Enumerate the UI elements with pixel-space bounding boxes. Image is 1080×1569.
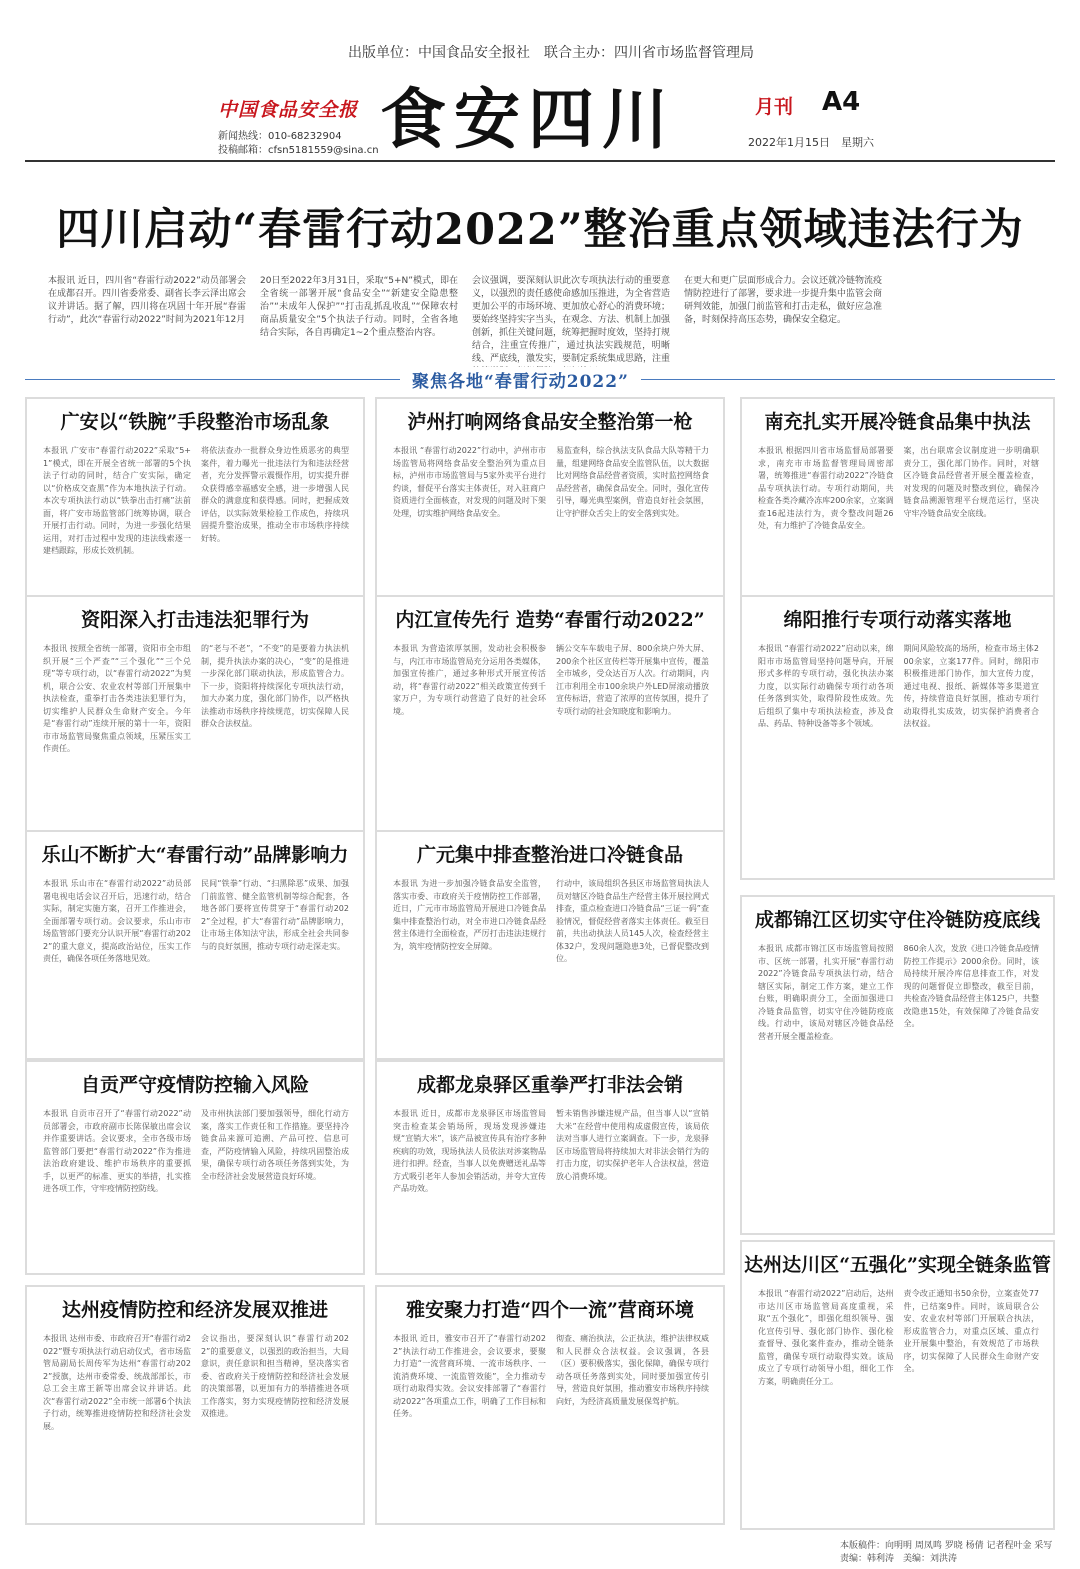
article-body (43, 643, 349, 823)
article-box (740, 895, 1055, 1235)
article-body (43, 445, 349, 590)
article-column: 860余人次，发放《进口冷链食品疫情防控工作提示》2000余份。同时，该局持续开展冷库信息排查工作，对发现的问题督促立即整改，截至目前，共检查冷链食品经营主体125户，共整改隐患15处，有效保障了冷链食品安全。 (903, 944, 1039, 1028)
header-divider (25, 160, 1055, 162)
lead-column: 20日至2022年3月31日，采取“5+N”模式，即在全省统一部署开展“食品安全”“新建安全隐患整治”“未成年人保护”“打击乱抓乱收乱”“保障农村商品质量安全”5个执法子行动。同时，全省各地结合实际，各自再确定1~2个重点整治内容。 (260, 276, 458, 338)
article-column: 本报讯 自贡市召开了“春雷行动2022”动员部署会，市政府副市长陈保敏出席会议并作重要讲话。会议要求，全市各级市场监管部门要把“春雷行动2022”作为推进法治政府建设、维护市场秩序的重要抓手，以更严的标准、更实的举措，扎实推进各项工作，守牢疫情防控防线。 (43, 1109, 191, 1193)
article-box (375, 1060, 725, 1275)
article-body (393, 1108, 709, 1263)
article-column: 本报讯 “春雷行动2022”行动中，泸州市市场监管局将网络食品安全整治列为重点目标，泸州市市场监管局与5家外卖平台进行约谈，督促平台落实主体责任，对入驻商户资质进行全面核查，对发现的问题及时下架处理，切实维护网络食品安全。 (393, 446, 546, 518)
contact-info (218, 130, 379, 158)
article-body (758, 445, 1039, 590)
hotline-text: 新闻热线：010-68232904 (218, 131, 342, 142)
article-body (393, 1333, 709, 1513)
article-body (758, 1288, 1039, 1518)
article-column: 本报讯 达州市委、市政府召开“春雷行动2022”暨专项执法行动启动仪式，省市场监管局副局长周传军为达州“春雷行动2022”授旗，达州市委常委、统战部部长，市总工会主席王新等出席会议并讲话。此次“春雷行动2022”全市统一部署6个执法子行动，统筹推进疫情防控和经济社会发展。 (43, 1334, 191, 1431)
article-column: 将依法查办一批群众身边性质恶劣的典型案件，着力曝光一批违法行为和违法经营者，充分发挥警示震慑作用，切实提升群众获得感幸福感安全感，进一步增强人民群众的满意度和获得感。同时，把握成效评估，以实际效果检验工作成色，持续巩固提升整治成果，推动全市市场秩序持续好转。 (201, 446, 349, 543)
article-title: 内江宣传先行 造势“春雷行动2022” (395, 609, 705, 631)
article-body (43, 878, 349, 1048)
article-box (375, 1285, 725, 1525)
article-column: 暂未销售涉嫌违规产品，但当事人以“宣销大米”在经营中使用构成虚假宣传，该局依法对当事人进行立案调查。下一步，龙泉驿区市场监管局将持续加大对非法会销行为的打击力度，切实保护老年人合法权益，营造放心消费环境。 (556, 1109, 709, 1181)
article-body (43, 1108, 349, 1263)
article-column: 本报讯 成都市锦江区市场监管局按照市、区统一部署，扎实开展“春雷行动2022”冷链食品专项执法行动，结合辖区实际，制定工作方案，建立工作台账，明确职责分工，全面加强进口冷链食品监管，切实守住冷链防疫底线。行动中，该局对辖区冷链食品经营者开展全覆盖检查。 (758, 944, 894, 1041)
article-title: 达州达川区“五强化”实现全链条监管 (744, 1254, 1051, 1276)
article-column: 彻查、痛治执法，公正执法，维护法律权威和人民群众合法权益。会议强调，各县（区）要积极落实，强化保障，确保专项行动各项任务落到实处，同时要加强宣传引导，营造良好氛围，推动雅安市场秩序持续向好，为经济高质量发展保驾护航。 (556, 1334, 709, 1406)
article-column: 责令改正通知书50余份，立案查处77件，已结案9件。同时，该局联合公安、农业农村等部门开展联合执法，形成监管合力，对重点区域、重点行业开展集中整治，有效规范了市场秩序，切实保障了人民群众生命财产安全。 (903, 1289, 1039, 1373)
article-column: 本报讯 “春雷行动2022”启动后，达州市达川区市场监管局高度重视，采取“五个强化”，即强化组织领导、强化宣传引导、强化部门协作、强化检查督导、强化案件查办，推动全链条监管，确保专项行动取得实效。该局成立了专项行动领导小组，细化工作方案，明确责任分工。 (758, 1289, 894, 1386)
article-column: 本报讯 根据四川省市场监督局部署要求，南充市市场监督管理局周密部署，统筹推进“春雷行动2022”冷链食品专项执法行动。专项行动期间，共检查各类冷藏冷冻库200余家，立案调查16起违法行为，责令整改问题26处，有力维护了冷链食品安全。 (758, 446, 894, 530)
article-body (758, 943, 1039, 1223)
article-column: 本报讯 近日，成都市龙泉驿区市场监管局突击检查某会销场所，现场发现涉嫌违规“宣销大米”，该产品被宣传具有治疗多种疾病的功效，现场执法人员依法对涉案物品进行扣押。经查，当事人以免费赠送礼品等方式吸引老年人参加会销活动，并夸大宣传产品功效。 (393, 1109, 546, 1193)
article-column: 易监查科，综合执法支队食品大队等精干力量，组建网络食品安全监管队伍，以大数据比对网络食品经营者资质，实时监控网络食品经营者，确保食品安全。同时，强化宣传引导，曝光典型案例，营造良好社会氛围，让守护群众舌尖上的安全落到实处。 (556, 446, 709, 518)
article-title: 雅安聚力打造“四个一流”营商环境 (406, 1299, 694, 1321)
article-title: 广元集中排查整治进口冷链食品 (416, 844, 683, 866)
article-body (393, 643, 709, 823)
section-label: 聚焦各地“春雷行动2022” (400, 367, 641, 392)
page-credits (840, 1540, 1070, 1566)
article-title: 绵阳推行专项行动落实落地 (783, 609, 1012, 631)
article-column: 本报讯 按照全省统一部署，资阳市全市组织开展“三个严查”“三个强化”“三个兑现”等专项行动，以“春雷行动2022”为契机，联合公安、农业农村等部门开展集中执法检查，重拳打击各类违法犯罪行为，切实维护人民群众生命财产安全。今年是“春雷行动”连续开展的第十一年，资阳市市场监管局聚焦重点领域，压紧压实工作责任。 (43, 644, 191, 753)
article-title: 达州疫情防控和经济发展双推进 (61, 1299, 328, 1321)
article-box (25, 1060, 365, 1275)
article-box (25, 595, 365, 835)
article-box (740, 397, 1055, 602)
article-box (25, 830, 365, 1060)
page-number: A4 (822, 87, 861, 117)
article-title: 成都锦江区切实守住冷链防疫底线 (754, 909, 1040, 931)
monthly-label: 月刊 (755, 96, 794, 118)
article-title: 广安以“铁腕”手段整治市场乱象 (60, 411, 330, 433)
main-headline: 四川启动“春雷行动2022”整治重点领域违法行为 (56, 205, 1024, 255)
issue-date: 2022年1月15日 星期六 (748, 136, 874, 149)
article-column: 及市州执法部门要加强领导，细化行动方案，落实工作责任和工作措施。要坚持冷链食品来源可追溯、产品可控、信息可查，严防疫情输入风险，持续巩固整治成果，确保专项行动各项任务落到实处，为全市经济社会发展营造良好环境。 (201, 1109, 349, 1181)
article-title: 自贡严守疫情防控输入风险 (80, 1074, 309, 1096)
article-box (375, 595, 725, 835)
lead-column: 在更大和更广层面形成合力。会议还就冷链物流疫情防控进行了部署，要求进一步提升集中监管会商研判效能，加强门前监管和打击走私，做好应急准备，时刻保持高压态势，确保安全稳定。 (684, 276, 882, 325)
masthead-title: 食安四川 (380, 80, 676, 158)
article-column: 本报讯 为进一步加强冷链食品安全监管，落实市委、市政府关于疫情防控工作部署，近日，广元市市场监管局开展进口冷链食品集中排查整治行动，对全市进口冷链食品经营主体进行全面检查，严厉打击违法违规行为，筑牢疫情防控安全屏障。 (393, 879, 546, 951)
article-column: 本报讯 为营造浓厚氛围，发动社会积极参与，内江市市场监管局充分运用各类媒体，加强宣传推广，通过多种形式开展宣传活动，将“春雷行动2022”相关政策宣传到千家万户，为专项行动营造了良好的社会环境。 (393, 644, 546, 716)
article-box (25, 1285, 365, 1525)
article-column: 会议指出，要深刻认识“春雷行动2022”的重要意义，以强烈的政治担当，大局意识，责任意识和担当精神，坚决落实省委、省政府关于疫情防控和经济社会发展的决策部署，以更加有力的举措推进各项工作落实，努力实现疫情防控和经济发展双推进。 (201, 1334, 349, 1418)
newspaper-logo: 中国食品安全报 (218, 99, 359, 121)
article-body (393, 445, 709, 590)
article-title: 资阳深入打击违法犯罪行为 (80, 609, 309, 631)
article-box (375, 397, 725, 602)
article-body (393, 878, 709, 1048)
article-column: 的“老与不老”，“不变”的是要着力执法机制，提升执法办案的决心，“变”的是推进一步深化部门联动执法，形成监管合力。下一步，资阳将持续深化专项执法行动，加大办案力度，强化部门协作，以严格执法推动市场秩序持续规范，切实保障人民群众合法权益。 (201, 644, 349, 728)
article-title: 泸州打响网络食品安全整治第一枪 (407, 411, 693, 433)
lead-column: 会议强调，要深刻认识此次专项执法行动的重要意义，以强烈的责任感使命感加压推进，为全省营造更加公平的市场环境、更加放心舒心的消费环境；要始终坚持实字当头，在观念、方法、机制上加强创新，抓住关键问题，统筹把握时度效，坚持打规结合，注重宣传推广，通过执法实践规范，明晰线、严底线，激发实，要制定系统集成思路，注重 (472, 276, 670, 364)
article-column: 本报讯 近日，雅安市召开了“春雷行动2022”执法行动工作推进会，会议要求，要聚力打造“一流营商环境、一流市场秩序、一流消费环境、一流监管效能”，全力推动专项行动取得实效。会议安排部署了“春雷行动2022”各项重点工作，明确了工作目标和任务。 (393, 1334, 546, 1418)
article-body (758, 643, 1039, 868)
article-column: 民间“铁拳”行动、“扫黑除恶”成果、加强门前监管、健全监管机制等综合配套，各地各部门要将宣传贯穿于“春雷行动2022”全过程，扩大“春雷行动”品牌影响力，让市场主体知法守法，形成全社会共同参与的良好氛围，推动专项行动走深走实。 (201, 879, 349, 951)
article-column: 辆公交车车载电子屏、800余块户外大屏、200余个社区宣传栏等开展集中宣传，覆盖全市城乡，受众达百万人次。行动期间，内江市利用全市100余块户外LED屏滚动播放宣传标语，营造了浓厚的宣传氛围，提升了专项行动的社会知晓度和影响力。 (556, 644, 709, 716)
article-title: 南充扎实开展冷链食品集中执法 (764, 411, 1031, 433)
lead-column: 本报讯 近日，四川省“春雷行动2022”动员部署会在成都召开。四川省委常委、副省长李云泽出席会议并讲话。据了解，四川将在巩固十年开展“春雷行动”，此次“春雷行动2022”时间为2021年12月 (48, 276, 246, 325)
article-body (43, 1333, 349, 1513)
article-column: 本报讯 乐山市在“春雷行动2022”动员部署电视电话会议召开后，迅速行动，结合实际，制定实施方案，召开工作推进会，全面部署专项行动。会议要求，乐山市市场监管部门要充分认识开展“春雷行动2022”的重大意义，提高政治站位，压实工作责任，确保各项任务落地见效。 (43, 879, 191, 963)
article-box (740, 1240, 1055, 1530)
article-box (375, 830, 725, 1060)
email-text: 投稿邮箱：cfsn5181559@sina.cn (218, 145, 379, 156)
article-box (25, 397, 365, 602)
article-title: 成都龙泉驿区重拳严打非法会销 (416, 1074, 683, 1096)
article-box (740, 595, 1055, 880)
article-column: 本报讯 “春雷行动2022”启动以来，绵阳市市场监管局坚持问题导向，开展形式多样的专项行动，强化执法办案力度，以实际行动确保专项行动各项任务落到实处，取得阶段性成效。先后组织了集中专项执法检查，涉及食品、药品、特种设备等多个领域。 (758, 644, 894, 728)
article-column: 本报讯 广安市“春雷行动2022”采取“5+1”模式，即在开展全省统一部署的5个执法子行动的同时，结合广安实际，确定以“价格成交查黑”作为本地执法子行动。本次专项执法行动以“铁拳出击打痛”法前面，将广安市场监管部门统筹协调，联合开展打击行动。同时，为进一步强化结果运用，对打击过程中发现的违法线索逐一建档跟踪，形成长效机制。 (43, 446, 191, 555)
credits-writers: 本版稿件：向明明 周凤鸣 罗晓 杨倩 记者程叶金 采写 (840, 1541, 1053, 1551)
article-column: 案，出台联席会议制度进一步明确职责分工，强化部门协作。同时，对辖区冷链食品经营者开展全覆盖检查，对发现的问题及时整改到位，确保冷链食品溯源管理平台规范运行，坚决守牢冷链食品安全底线。 (903, 446, 1039, 518)
article-column: 行动中，该局组织各县区市场监管局执法人员对辖区冷链食品生产经营主体开展拉网式排查，重点检查进口冷链食品“三证一码”查验情况，督促经营者落实主体责任。截至目前，共出动执法人员145人次，检查经营主体32户，发现问题隐患3处，已督促整改到位。 (556, 879, 709, 963)
credits-editors: 责编：韩利涛 美编：刘洪涛 (840, 1554, 958, 1564)
publisher-line: 出版单位：中国食品安全报社 联合主办：四川省市场监督管理局 (348, 45, 754, 61)
article-title: 乐山不断扩大“春雷行动”品牌影响力 (41, 844, 349, 866)
article-column: 期间风险较高的场所，检查市场主体200余家，立案177件。同时，绵阳市积极推进部门协作，加大宣传力度，通过电视、报纸、新媒体等多渠道宣传，持续营造良好氛围，推动专项行动取得扎实成效，切实保护消费者合法权益。 (903, 644, 1039, 728)
